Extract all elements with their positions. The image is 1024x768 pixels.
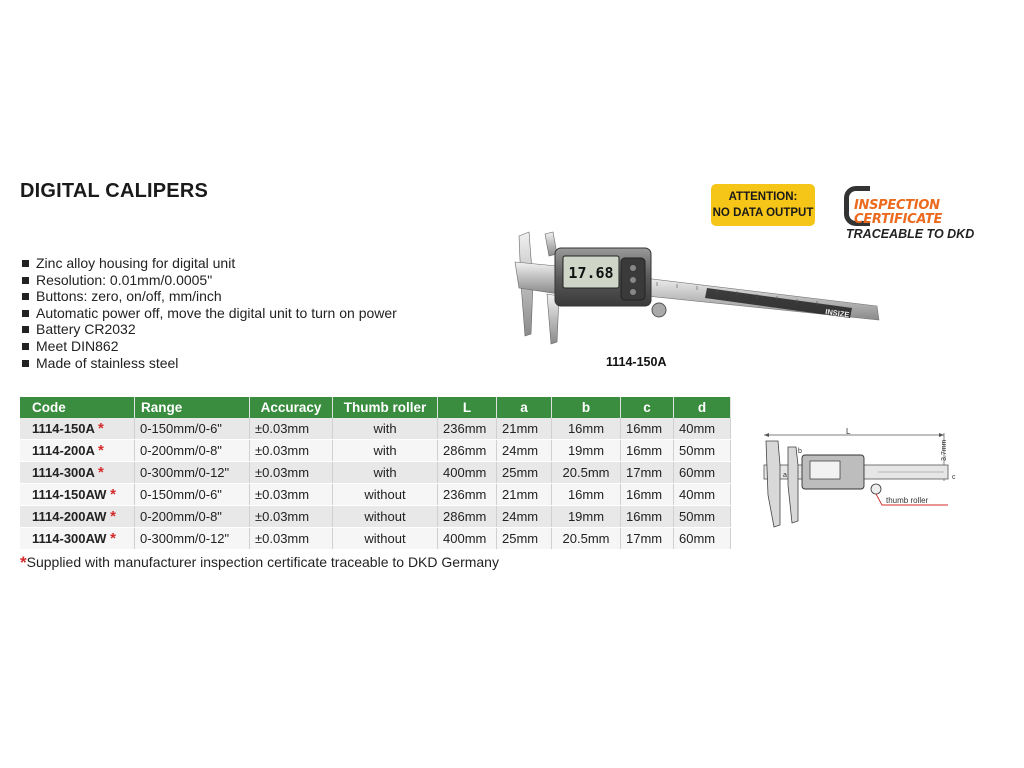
certificate-line1: INSPECTION bbox=[854, 198, 940, 213]
cell-c: 17mm bbox=[621, 528, 674, 550]
cell-code: 1114-150A * bbox=[20, 418, 135, 440]
cell-b: 16mm bbox=[552, 418, 621, 440]
cell-code: 1114-300AW * bbox=[20, 528, 135, 550]
cell-thumb-roller: with bbox=[333, 418, 438, 440]
asterisk-icon: * bbox=[98, 420, 104, 437]
cell-range: 0-300mm/0-12" bbox=[135, 528, 250, 550]
dim-label-3-7mm: 3.7mm bbox=[941, 439, 948, 461]
cell-b: 19mm bbox=[552, 506, 621, 528]
table-row bbox=[20, 440, 731, 462]
certificate-traceable: TRACEABLE TO DKD bbox=[846, 227, 975, 241]
attention-line2: NO DATA OUTPUT bbox=[712, 207, 814, 219]
cell-accuracy: ±0.03mm bbox=[250, 418, 333, 440]
cell-a: 25mm bbox=[497, 528, 552, 550]
feature-list bbox=[20, 255, 397, 371]
product-model-label: 1114-150A bbox=[606, 355, 667, 369]
cell-l: 286mm bbox=[438, 440, 497, 462]
dim-label-b: b bbox=[798, 448, 802, 455]
asterisk-icon: * bbox=[110, 486, 116, 503]
attention-line1: ATTENTION: bbox=[728, 191, 798, 203]
cell-c: 16mm bbox=[621, 440, 674, 462]
cell-accuracy: ±0.03mm bbox=[250, 462, 333, 484]
cell-accuracy: ±0.03mm bbox=[250, 506, 333, 528]
display-reading: 17.68 bbox=[568, 264, 614, 282]
cell-range: 0-200mm/0-8" bbox=[135, 440, 250, 462]
cell-a: 25mm bbox=[497, 462, 552, 484]
cell-range: 0-150mm/0-6" bbox=[135, 484, 250, 506]
cell-range: 0-200mm/0-8" bbox=[135, 506, 250, 528]
cell-range: 0-300mm/0-12" bbox=[135, 462, 250, 484]
cell-a: 24mm bbox=[497, 506, 552, 528]
cell-c: 16mm bbox=[621, 484, 674, 506]
feature-item: Made of stainless steel bbox=[20, 355, 397, 372]
cell-d: 50mm bbox=[674, 506, 731, 528]
feature-item: Automatic power off, move the digital unit to turn on power bbox=[20, 305, 397, 322]
cell-b: 20.5mm bbox=[552, 462, 621, 484]
asterisk-icon: * bbox=[110, 530, 116, 547]
header-code: Code bbox=[20, 397, 135, 418]
feature-item: Buttons: zero, on/off, mm/inch bbox=[20, 288, 397, 305]
spec-table bbox=[20, 397, 731, 550]
table-row bbox=[20, 462, 731, 484]
header-c: c bbox=[621, 397, 674, 418]
cell-thumb-roller: without bbox=[333, 484, 438, 506]
dim-label-l: L bbox=[846, 427, 851, 436]
footnote bbox=[20, 553, 499, 573]
cell-d: 50mm bbox=[674, 440, 731, 462]
asterisk-icon: * bbox=[110, 508, 116, 525]
table-header-row bbox=[20, 397, 731, 418]
cell-code: 1114-150AW * bbox=[20, 484, 135, 506]
cell-a: 21mm bbox=[497, 418, 552, 440]
cell-l: 400mm bbox=[438, 462, 497, 484]
cell-l: 286mm bbox=[438, 506, 497, 528]
footnote-text: Supplied with manufacturer inspection certificate traceable to DKD Germany bbox=[26, 554, 499, 570]
cell-accuracy: ±0.03mm bbox=[250, 484, 333, 506]
feature-item: Meet DIN862 bbox=[20, 338, 397, 355]
header-a: a bbox=[497, 397, 552, 418]
attention-badge bbox=[711, 184, 815, 226]
cell-accuracy: ±0.03mm bbox=[250, 440, 333, 462]
cell-d: 60mm bbox=[674, 528, 731, 550]
feature-item: Zinc alloy housing for digital unit bbox=[20, 255, 397, 272]
cell-a: 24mm bbox=[497, 440, 552, 462]
cell-thumb-roller: with bbox=[333, 440, 438, 462]
cell-d: 60mm bbox=[674, 462, 731, 484]
cell-thumb-roller: without bbox=[333, 506, 438, 528]
cell-c: 16mm bbox=[621, 506, 674, 528]
cell-b: 20.5mm bbox=[552, 528, 621, 550]
cell-l: 236mm bbox=[438, 418, 497, 440]
cell-code: 1114-300A * bbox=[20, 462, 135, 484]
thumb-roller-label: thumb roller bbox=[886, 496, 929, 505]
table-row bbox=[20, 484, 731, 506]
header-thumb-roller: Thumb roller bbox=[333, 397, 438, 418]
table-row bbox=[20, 506, 731, 528]
cell-d: 40mm bbox=[674, 484, 731, 506]
dim-label-a: a bbox=[783, 472, 787, 479]
cell-a: 21mm bbox=[497, 484, 552, 506]
page-title: DIGITAL CALIPERS bbox=[20, 180, 209, 202]
cell-d: 40mm bbox=[674, 418, 731, 440]
header-range: Range bbox=[135, 397, 250, 418]
cell-thumb-roller: with bbox=[333, 462, 438, 484]
cell-accuracy: ±0.03mm bbox=[250, 528, 333, 550]
asterisk-icon: * bbox=[98, 442, 104, 459]
asterisk-icon: * bbox=[98, 464, 104, 481]
cell-thumb-roller: without bbox=[333, 528, 438, 550]
cell-b: 16mm bbox=[552, 484, 621, 506]
feature-item: Battery CR2032 bbox=[20, 321, 397, 338]
table-row bbox=[20, 528, 731, 550]
cell-code: 1114-200A * bbox=[20, 440, 135, 462]
cell-c: 16mm bbox=[621, 418, 674, 440]
cell-range: 0-150mm/0-6" bbox=[135, 418, 250, 440]
cell-c: 17mm bbox=[621, 462, 674, 484]
header-d: d bbox=[674, 397, 731, 418]
header-l: L bbox=[438, 397, 497, 418]
dimension-diagram bbox=[758, 425, 958, 535]
caliper-photo bbox=[507, 224, 887, 348]
table-row bbox=[20, 418, 731, 440]
header-b: b bbox=[552, 397, 621, 418]
feature-item: Resolution: 0.01mm/0.0005" bbox=[20, 272, 397, 289]
header-accuracy: Accuracy bbox=[250, 397, 333, 418]
cell-l: 236mm bbox=[438, 484, 497, 506]
cell-l: 400mm bbox=[438, 528, 497, 550]
dim-label-c: c bbox=[952, 474, 956, 481]
asterisk-icon: * bbox=[20, 553, 27, 572]
cell-b: 19mm bbox=[552, 440, 621, 462]
certificate-line2: CERTIFICATE bbox=[854, 212, 943, 227]
cell-code: 1114-200AW * bbox=[20, 506, 135, 528]
brand-logo: INSIZE bbox=[824, 307, 850, 320]
